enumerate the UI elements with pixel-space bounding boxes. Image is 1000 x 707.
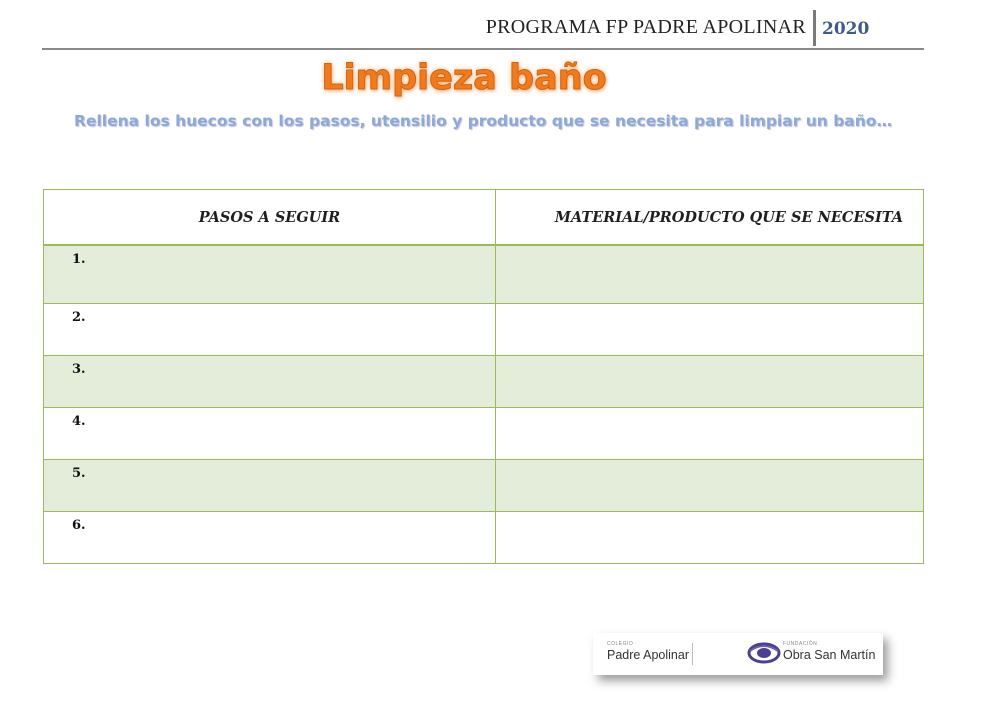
material-answer[interactable] [496,512,923,563]
material-cell[interactable] [496,460,924,512]
material-cell[interactable] [496,356,924,408]
step-cell[interactable] [44,460,496,512]
page-header [42,8,924,50]
header-year: 2020 [822,19,870,39]
worksheet-title: Limpieza baño [321,58,607,98]
step-cell[interactable] [44,512,496,564]
material-answer[interactable] [496,304,923,355]
table-row [44,304,924,356]
step-number: 6. [72,518,86,533]
step-cell[interactable] [44,356,496,408]
step-number: 1. [72,252,86,267]
material-cell[interactable] [496,245,924,304]
table-header-row [44,190,924,246]
foundation-logo-caption: FUNDACIÓN [783,641,818,647]
table-row [44,356,924,408]
steps-table [43,189,924,564]
foundation-emblem-icon [747,641,781,670]
material-cell[interactable] [496,512,924,564]
table-row [44,512,924,564]
table-row [44,408,924,460]
foundation-logo [783,641,875,662]
step-cell[interactable] [44,304,496,356]
foundation-logo-name: Obra San Martín [783,648,876,662]
material-answer[interactable] [496,246,923,303]
step-number: 3. [72,362,86,377]
column-header-steps: PASOS A SEGUIR [44,190,496,246]
column-header-material: MATERIAL/PRODUCTO QUE SE NECESITA [496,190,924,246]
instruction-text: Rellena los huecos con los pasos, utensilio y producto que se necesita para limpiar un baño… [74,112,892,130]
table-row [44,245,924,304]
footer-logo-banner [593,633,883,675]
material-answer[interactable] [496,460,923,511]
school-logo-caption: COLEGIO [607,641,634,647]
school-logo-name: Padre Apolinar [607,648,690,662]
material-answer[interactable] [496,356,923,407]
material-cell[interactable] [496,408,924,460]
step-number: 2. [72,310,86,325]
table-row [44,460,924,512]
step-cell[interactable] [44,408,496,460]
program-title: PROGRAMA FP PADRE APOLINAR [485,16,806,38]
step-number: 4. [72,414,86,429]
step-cell[interactable] [44,245,496,304]
logo-divider [692,643,693,665]
header-divider [813,10,816,46]
school-logo [607,641,689,662]
step-number: 5. [72,466,86,481]
material-cell[interactable] [496,304,924,356]
material-answer[interactable] [496,408,923,459]
